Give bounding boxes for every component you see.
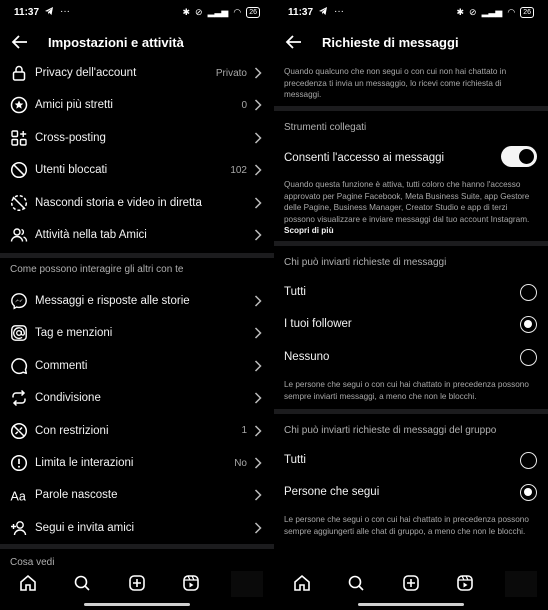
toggle-description-text: Quando questa funzione è attiva, tutti coloro che hanno l'accesso approvato per Pagine Facebook, Meta Business Suite, app Gestore delle Pagine, Business Manager, Creator Studio e app di terzi possono visualizzare e inviare messaggi dal tuo account Instagram. [284,180,530,224]
settings-row-label: Condivisione [35,392,101,405]
bottom-navigation [0,568,274,610]
chevron-right-icon [254,489,262,501]
status-notification-icons [318,6,344,17]
battery-icon: 26 [246,7,260,18]
settings-row-label: Parole nascoste [35,489,118,502]
search-icon[interactable] [73,574,91,592]
restrict-icon [10,422,28,440]
chevron-right-icon [254,67,262,79]
status-time: 11:37 [288,7,314,18]
radio-unselected[interactable] [520,349,537,366]
star-icon [10,96,28,114]
settings-row-label: Amici più stretti [35,99,113,112]
home-indicator [358,603,464,606]
create-icon[interactable] [402,574,420,592]
back-arrow-icon[interactable] [284,32,304,52]
settings-row[interactable] [0,447,274,479]
chevron-right-icon [254,197,262,209]
settings-row-label: Cross-posting [35,131,106,144]
radio-option[interactable] [274,342,548,374]
radio-unselected[interactable] [520,284,537,301]
settings-row[interactable] [0,219,274,251]
settings-row[interactable] [0,415,274,447]
settings-row-value: 0 [241,99,247,111]
status-system-icons [456,7,534,18]
tools-section-title: Strumenti collegati [284,122,367,133]
settings-row-value: Privato [215,67,247,79]
create-icon[interactable] [128,574,146,592]
settings-row[interactable] [0,350,274,382]
settings-row[interactable] [0,57,274,89]
toggle-description [284,179,538,237]
section-divider [274,241,548,246]
profile-avatar[interactable] [231,571,263,597]
share-icon [10,389,28,407]
intro-text: Quando qualcuno che non segui o con cui non hai chattato in precedenza ti invia un messaggio, lo ricevi come richiesta di messaggi. [284,67,507,99]
profile-avatar[interactable] [505,571,537,597]
radio-option[interactable] [274,445,548,477]
status-time: 11:37 [14,7,40,18]
messenger-icon [10,292,28,310]
svg-text:Aa: Aa [10,489,26,504]
settings-row[interactable] [0,89,274,121]
requests-note: Le persone che segui o con cui hai chattato in precedenza possono sempre inviarti messaggi, a meno che non le blocchi. [284,380,529,401]
settings-row[interactable] [0,285,274,317]
radio-option[interactable] [274,277,548,309]
block-icon [10,161,28,179]
more-notifications-icon: ··· [60,6,70,17]
settings-row-value: No [234,457,247,469]
status-system-icons [182,7,260,18]
wifi-icon: ◠ [233,7,242,17]
radio-option-label: Tutti [284,286,306,298]
settings-header [0,26,274,60]
back-arrow-icon[interactable] [10,32,30,52]
home-indicator [84,603,190,606]
more-notifications-icon: ··· [334,6,344,17]
settings-row[interactable] [0,317,274,349]
crosspost-icon [10,129,28,147]
home-icon[interactable] [19,574,37,592]
bottom-navigation [274,568,548,610]
chevron-right-icon [254,425,262,437]
friends-icon [10,226,28,244]
settings-row-label: Tag e menzioni [35,327,113,340]
chevron-right-icon [254,457,262,469]
allow-access-toggle[interactable] [501,146,537,167]
radio-option-label: Nessuno [284,350,330,363]
section-divider [0,253,274,258]
settings-row-label: Nascondi storia e video in diretta [35,196,202,209]
telegram-icon [44,6,54,16]
status-bar [274,0,548,26]
settings-row-value: 1 [241,425,247,437]
add-user-icon [10,519,28,537]
at-icon [10,324,28,342]
group-note: Le persone che segui o con cui hai chattato in precedenza possono sempre aggiungerti alle chat di gruppo, a meno che non le blocchi. [284,515,529,536]
settings-row-label: Messaggi e risposte alle storie [35,295,190,307]
reels-icon[interactable] [456,574,474,592]
limit-icon [10,454,28,472]
chevron-right-icon [254,295,262,307]
settings-row[interactable] [0,122,274,154]
signal-icon: ▂▃▅ [481,7,503,17]
settings-row[interactable] [0,479,274,511]
home-icon[interactable] [293,574,311,592]
settings-row[interactable] [0,154,274,186]
allow-access-row [274,146,548,172]
settings-row-value: 102 [230,164,247,176]
radio-option[interactable] [274,309,548,341]
radio-selected[interactable] [520,484,537,501]
learn-more-link[interactable]: Scopri di più [284,226,334,235]
group-section-title: Chi può inviarti richieste di messaggi del gruppo [284,425,497,436]
signal-icon: ▂▃▅ [207,7,229,17]
bluetooth-icon: ✱ [456,7,465,17]
message-requests-panel [274,0,548,610]
chevron-right-icon [254,132,262,144]
requests-header [274,26,548,60]
status-bar [0,0,274,26]
toggle-knob [519,149,534,164]
mute-icon: ⊘ [469,7,477,17]
settings-row-label: Con restrizioni [35,424,109,437]
chevron-right-icon [254,99,262,111]
settings-row-label: Commenti [35,359,88,372]
radio-option-label: Tutti [284,454,306,466]
radio-unselected[interactable] [520,452,537,469]
battery-icon: 26 [520,7,534,18]
radio-option[interactable] [274,477,548,509]
allow-access-label: Consenti l'accesso ai messaggi [284,152,445,164]
mute-icon: ⊘ [195,7,203,17]
page-title: Richieste di messaggi [322,35,459,50]
telegram-icon [318,6,328,16]
settings-row[interactable] [0,382,274,414]
chevron-right-icon [254,392,262,404]
chevron-right-icon [254,164,262,176]
reels-icon[interactable] [182,574,200,592]
chevron-right-icon [254,327,262,339]
status-notification-icons [44,6,70,17]
requests-section-title: Chi può inviarti richieste di messaggi [284,257,447,268]
page-title: Impostazioni e attività [48,35,184,50]
chevron-right-icon [254,229,262,241]
section-label-what-you-see: Cosa vedi [10,557,55,568]
lock-icon [10,64,28,82]
search-icon[interactable] [347,574,365,592]
chevron-right-icon [254,522,262,534]
hidden-words-icon [10,486,28,504]
section-divider [0,544,274,549]
section-divider [274,409,548,414]
radio-option-label: I tuoi follower [284,318,352,331]
wifi-icon: ◠ [507,7,516,17]
hide-story-icon [10,194,28,212]
section-divider [274,106,548,111]
comment-icon [10,357,28,375]
settings-row-label: Limita le interazioni [35,457,134,469]
radio-selected[interactable] [520,316,537,333]
settings-row-label: Attività nella tab Amici [35,229,147,241]
settings-row-label: Utenti bloccati [35,164,108,177]
settings-row[interactable] [0,512,274,544]
settings-row-label: Privacy dell'account [35,67,137,79]
settings-row-label: Segui e invita amici [35,521,135,534]
radio-option-label: Persone che segui [284,486,380,499]
section-label-interactions: Come possono interagire gli altri con te [10,264,184,275]
chevron-right-icon [254,360,262,372]
bluetooth-icon: ✱ [182,7,191,17]
settings-row[interactable] [0,187,274,219]
